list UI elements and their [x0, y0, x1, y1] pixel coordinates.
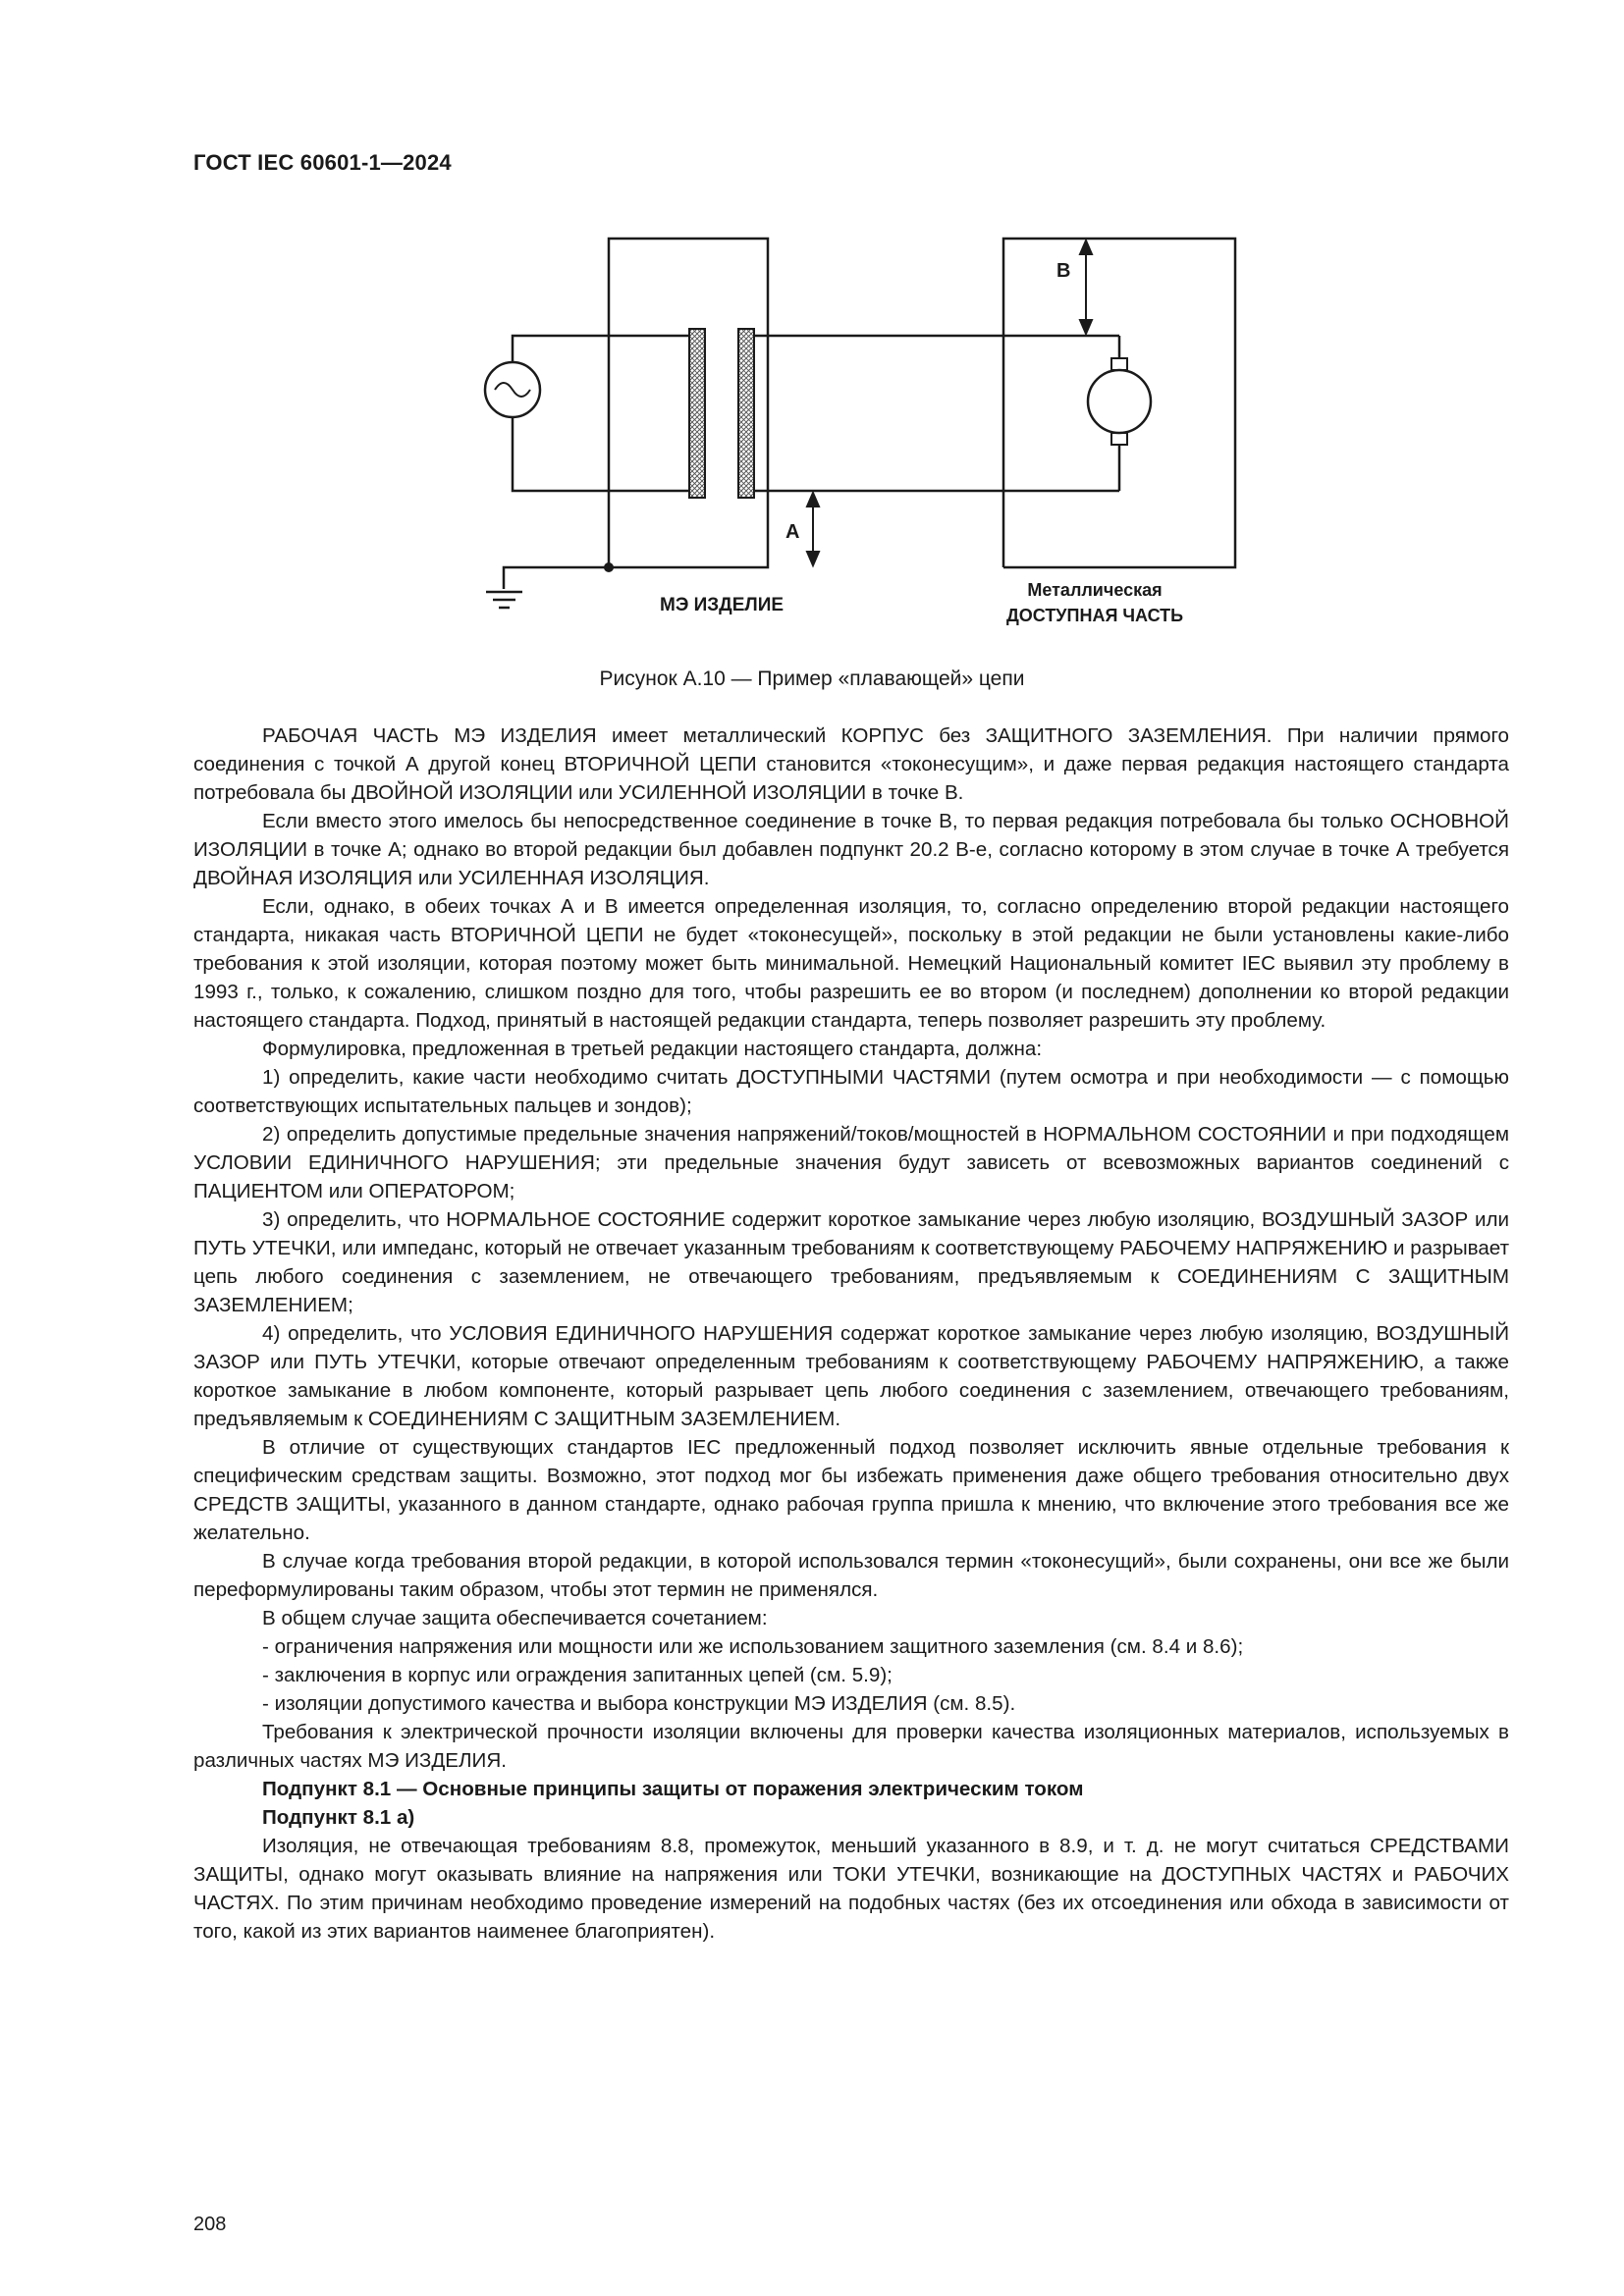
- label-metal-part-line1: Металлическая: [1027, 580, 1163, 600]
- body-text: [193, 721, 1509, 1946]
- list-item: 1) определить, какие части необходимо считать ДОСТУПНЫМИ ЧАСТЯМИ (путем осмотра и при необходимости — с помощью соответствующих испытательных пальцев и зондов);: [193, 1066, 1509, 1117]
- floating-circuit-figure: [442, 211, 1267, 643]
- paragraph: В отличие от существующих стандартов IEC предложенный подход позволяет исключить явные отдельные требования к специфическим средствам защиты. Возможно, этот подход мог бы избежать применения даже общего требования относительно двух СРЕДСТВ ЗАЩИТЫ, указанного в данном стандарте, однако рабочая группа пришла к мнению, что включение этого требования все же желательно.: [193, 1436, 1509, 1544]
- paragraph: РАБОЧАЯ ЧАСТЬ МЭ ИЗДЕЛИЯ имеет металлический КОРПУС без ЗАЩИТНОГО ЗАЗЕМЛЕНИЯ. При наличии прямого соединения с точкой А другой конец ВТОРИЧНОЙ ЦЕПИ становится «токонесущим», и даже первая редакция настоящего стандарта потребовала бы ДВОЙНОЙ ИЗОЛЯЦИИ или УСИЛЕННОЙ ИЗОЛЯЦИИ в точке В.: [193, 724, 1509, 804]
- document-id: ГОСТ IEC 60601-1—2024: [193, 150, 452, 175]
- paragraph: Требования к электрической прочности изоляции включены для проверки качества изоляционных материалов, используемых в различных частях МЭ ИЗДЕЛИЯ.: [193, 1721, 1509, 1772]
- gap-arrow-b: [1080, 240, 1092, 334]
- primary-wire: [513, 336, 697, 363]
- subclause-heading: Подпункт 8.1 а): [262, 1806, 415, 1829]
- paragraph: Формулировка, предложенная в третьей редакции настоящего стандарта, должна:: [262, 1038, 1043, 1060]
- dash-item: - заключения в корпус или ограждения запитанных цепей (см. 5.9);: [262, 1664, 893, 1686]
- gap-arrow-a: [807, 493, 819, 565]
- paragraph: В случае когда требования второй редакции, в которой использовался термин «токонесущий», были сохранены, они все же были переформулированы таким образом, чтобы этот термин не применялся.: [193, 1550, 1509, 1601]
- paragraph: Если вместо этого имелось бы непосредственное соединение в точке В, то первая редакция потребовала бы только ОСНОВНОЙ ИЗОЛЯЦИИ в точке А; однако во второй редакции был добавлен подпункт 20.2 В-е, согласно которому в этом случае в точке А требуется ДВОЙНАЯ ИЗОЛЯЦИЯ или УСИЛЕННАЯ ИЗОЛЯЦИЯ.: [193, 810, 1509, 889]
- subclause-heading: Подпункт 8.1 — Основные принципы защиты от поражения электрическим током: [262, 1778, 1084, 1800]
- dash-item: - ограничения напряжения или мощности или же использованием защитного заземления (см. 8.4 и 8.6);: [262, 1635, 1244, 1658]
- list-item: 3) определить, что НОРМАЛЬНОЕ СОСТОЯНИЕ содержит короткое замыкание через любую изоляцию, ВОЗДУШНЫЙ ЗАЗОР или ПУТЬ УТЕЧКИ, или импеданс, который не отвечает указанным требованиям к соответствующему РАБОЧЕМУ НАПРЯЖЕНИЮ и разрывает цепь любого соединения с заземлением, не отвечающего требованиям, предъявляемым к СОЕДИНЕНИЯМ С ЗАЩИТНЫМ ЗАЗЕМЛЕНИЕМ;: [193, 1208, 1509, 1316]
- transformer-core-primary: [689, 329, 705, 498]
- ground-wire: [504, 567, 609, 589]
- paragraph: Если, однако, в обеих точках А и В имеется определенная изоляция, то, согласно определению второй редакции настоящего стандарта, никакая часть ВТОРИЧНОЙ ЦЕПИ не будет «токонесущей», поскольку в этой редакции не были установлены какие-либо требования к этой изоляции, которая поэтому может быть минимальной. Немецкий Национальный комитет IEC выявил эту проблему в 1993 г., только, к сожалению, слишком поздно для того, чтобы разрешить ее во втором (и последнем) дополнении ко второй редакции настоящего стандарта. Подход, принятый в настоящей редакции стандарта, теперь позволяет разрешить эту проблему.: [193, 895, 1509, 1032]
- list-item: 2) определить допустимые предельные значения напряжений/токов/мощностей в НОРМАЛЬНОМ СОСТОЯНИИ и при подходящем УСЛОВИИ ЕДИНИЧНОГО НАРУШЕНИЯ; эти предельные значения будут зависеть от всевозможных вариантов соединений с ПАЦИЕНТОМ или ОПЕРАТОРОМ;: [193, 1123, 1509, 1202]
- transformer-core-secondary: [738, 329, 754, 498]
- motor-symbol: [1088, 370, 1151, 433]
- label-metal-part-line2: ДОСТУПНАЯ ЧАСТЬ: [1005, 606, 1184, 625]
- list-item: 4) определить, что УСЛОВИЯ ЕДИНИЧНОГО НАРУШЕНИЯ содержат короткое замыкание через любую изоляцию, ВОЗДУШНЫЙ ЗАЗОР или ПУТЬ УТЕЧКИ, которые отвечают определенным требованиям к соответствующему РАБОЧЕМУ НАПРЯЖЕНИЮ, а также короткое замыкание в любом компоненте, который разрывает цепь любого соединения с заземлением, отвечающего требованиям, предъявляемым к СОЕДИНЕНИЯМ С ЗАЩИТНЫМ ЗАЗЕМЛЕНИЕМ.: [193, 1322, 1509, 1430]
- dash-item: - изоляции допустимого качества и выбора конструкции МЭ ИЗДЕЛИЯ (см. 8.5).: [262, 1692, 1016, 1715]
- page-number: 208: [193, 2214, 227, 2235]
- paragraph: Изоляция, не отвечающая требованиям 8.8, промежуток, меньший указанного в 8.9, и т. д. не могут считаться СРЕДСТВАМИ ЗАЩИТЫ, однако могут оказывать влияние на напряжения или ТОКИ УТЕЧКИ, возникающие на ДОСТУПНЫХ ЧАСТЯХ и РАБОЧИХ ЧАСТЯХ. По этим причинам необходимо проведение измерений на подобных частях (без их отсоединения или обхода в зависимости от того, какой из этих вариантов наименее благоприятен).: [193, 1835, 1509, 1943]
- paragraph: В общем случае защита обеспечивается сочетанием:: [262, 1607, 768, 1629]
- metal-part-enclosure: [1003, 239, 1235, 567]
- junction-dot: [604, 562, 614, 572]
- label-me-device: МЭ ИЗДЕЛИЕ: [660, 595, 785, 615]
- label-b: B: [1056, 260, 1071, 282]
- label-a: A: [785, 521, 800, 543]
- figure-caption: Рисунок А.10 — Пример «плавающей» цепи: [599, 667, 1025, 690]
